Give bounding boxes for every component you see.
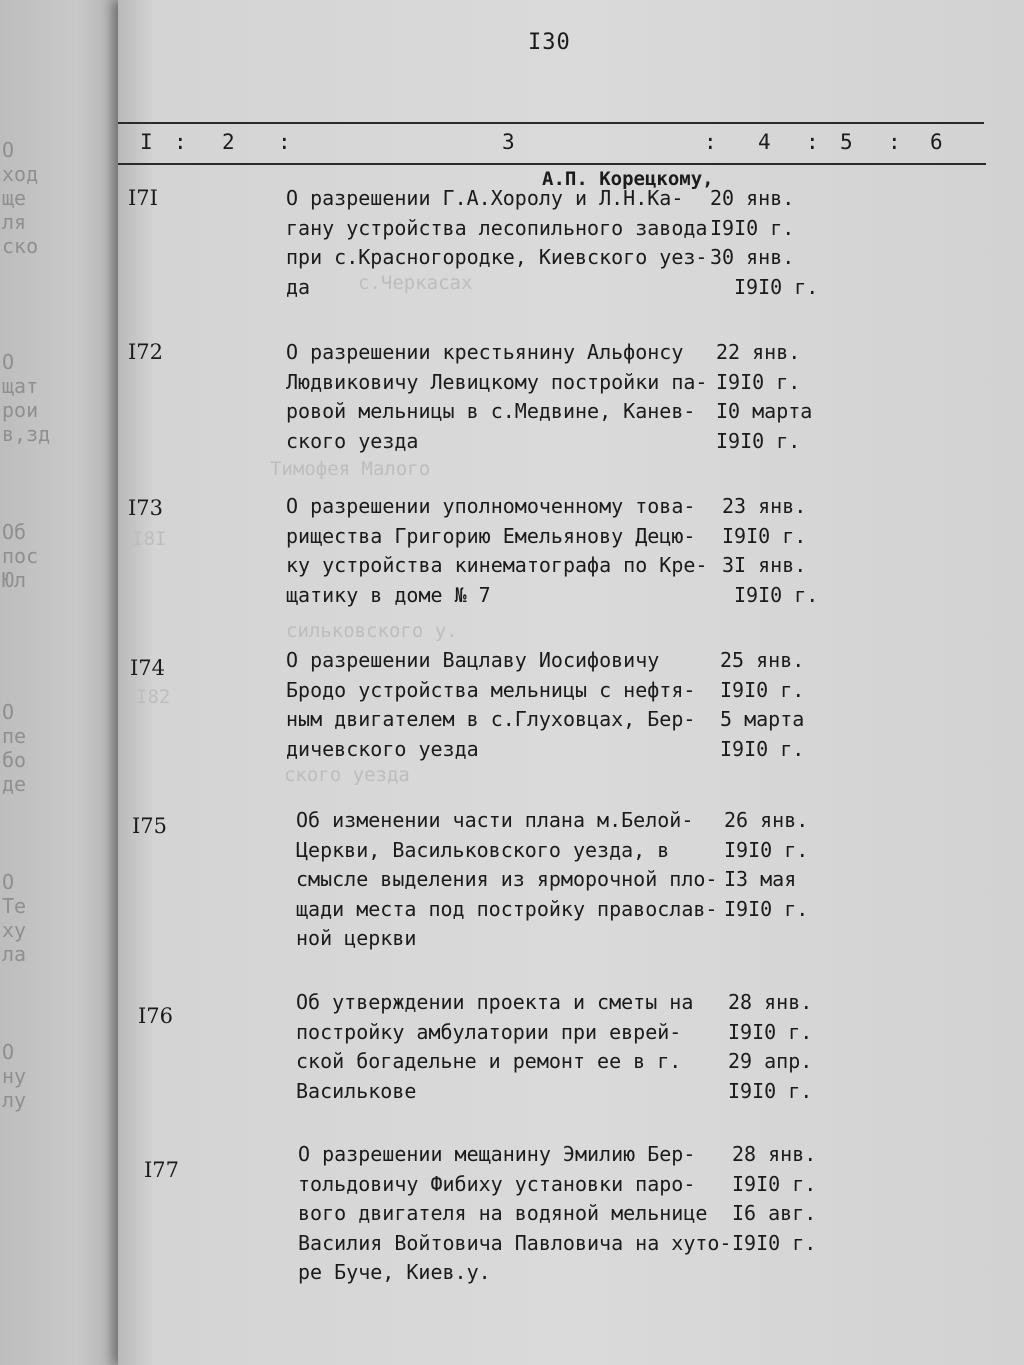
record-dates: 20 янв. I9I0 г. 30 янв. I9I0 г. [710,186,819,299]
underlying-page-text: О щат рои в,зд [2,350,51,446]
column-header-3: 3 [502,130,515,154]
bleed-through-text: I8I [132,528,167,550]
record-number: I74 [130,656,166,680]
bleed-through-text: сильковского у. [286,620,458,642]
record-number: I75 [132,814,168,838]
column-header-4: 4 [758,130,771,154]
record-dates: 25 янв. I9I0 г. 5 марта I9I0 г. [720,648,805,761]
record-number: I7I [128,186,158,210]
underlying-page-text: О Те ху ла [2,870,27,966]
record-description: О разрешении крестьянину Альфонсу Людвиковичу Левицкому постройки па- ровой мельницы в с.Медвине, Канев- ского уезда [286,340,708,453]
column-separator: : [278,130,291,154]
column-header-5: 5 [840,130,853,154]
header-top-rule [118,122,984,124]
record-dates: 26 янв. I9I0 г. I3 мая I9I0 г. [724,808,809,921]
header-bottom-rule [118,163,986,165]
document-page [118,0,1024,1365]
underlying-page [0,0,130,1365]
record-number: I76 [138,1004,174,1028]
underlying-page-text: Об пос Юл [2,520,39,592]
column-separator: : [806,130,819,154]
bleed-through-text: I82 [136,686,171,708]
record-number: I77 [144,1158,180,1182]
page-number: I30 [528,30,571,55]
record-description: Об изменении части плана м.Белой- Церкви, Васильковского уезда, в смысле выделения из ярморочной пло- щади места под постройку православ- ной церкви [296,808,718,950]
column-separator: : [174,130,187,154]
record-description: О разрешении мещанину Эмилию Бер- тольдовичу Фибиху установки паро- вого двигателя на водяной мельнице Василия Войтовича Павловича на хуто- ре Буче, Киев.у. [298,1142,732,1284]
column-header-2: 2 [222,130,235,154]
underlying-page-text: О ход ще ля ско [2,138,39,258]
record-number: I73 [128,496,164,520]
record-dates: 28 янв. I9I0 г. I6 авг. I9I0 г. [732,1142,817,1255]
record-description: О разрешении Вацлаву Иосифовичу Бродо устройства мельницы с нефтя- ным двигателем в с.Глуховцах, Бер- дичевского уезда [286,648,696,761]
record-description: О разрешении Г.А.Хоролу и Л.Н.Ка- гану устройства лесопильного завода при с.Красногородке, Киевского уез- да [286,186,708,299]
underlying-page-text: О ну лу [2,1040,27,1112]
column-header-1: I [140,130,153,154]
bleed-through-text: с.Черкасах [358,272,473,294]
record-description: Об утверждении проекта и сметы на постройку амбулатории при еврей- ской богадельне и ремонт ее в г. Василькове [296,990,694,1103]
record-dates: 23 янв. I9I0 г. 3I янв. I9I0 г. [722,494,819,607]
record-dates: 28 янв. I9I0 г. 29 апр. I9I0 г. [728,990,813,1103]
bleed-through-text: Тимофея Малого [270,458,431,480]
bleed-through-text: ского уезда [284,764,410,786]
column-separator: : [888,130,901,154]
record-description: О разрешении уполномоченному това- рищества Григорию Емельянову Децю- ку устройства кинематографа по Кре- щатику в доме № 7 [286,494,708,607]
column-separator: : [704,130,717,154]
handwritten-annotation: А.П. Корецкому, [542,168,714,190]
column-header-6: 6 [930,130,943,154]
record-dates: 22 янв. I9I0 г. I0 марта I9I0 г. [716,340,813,453]
record-number: I72 [128,340,164,364]
underlying-page-text: О пе бо де [2,700,27,796]
